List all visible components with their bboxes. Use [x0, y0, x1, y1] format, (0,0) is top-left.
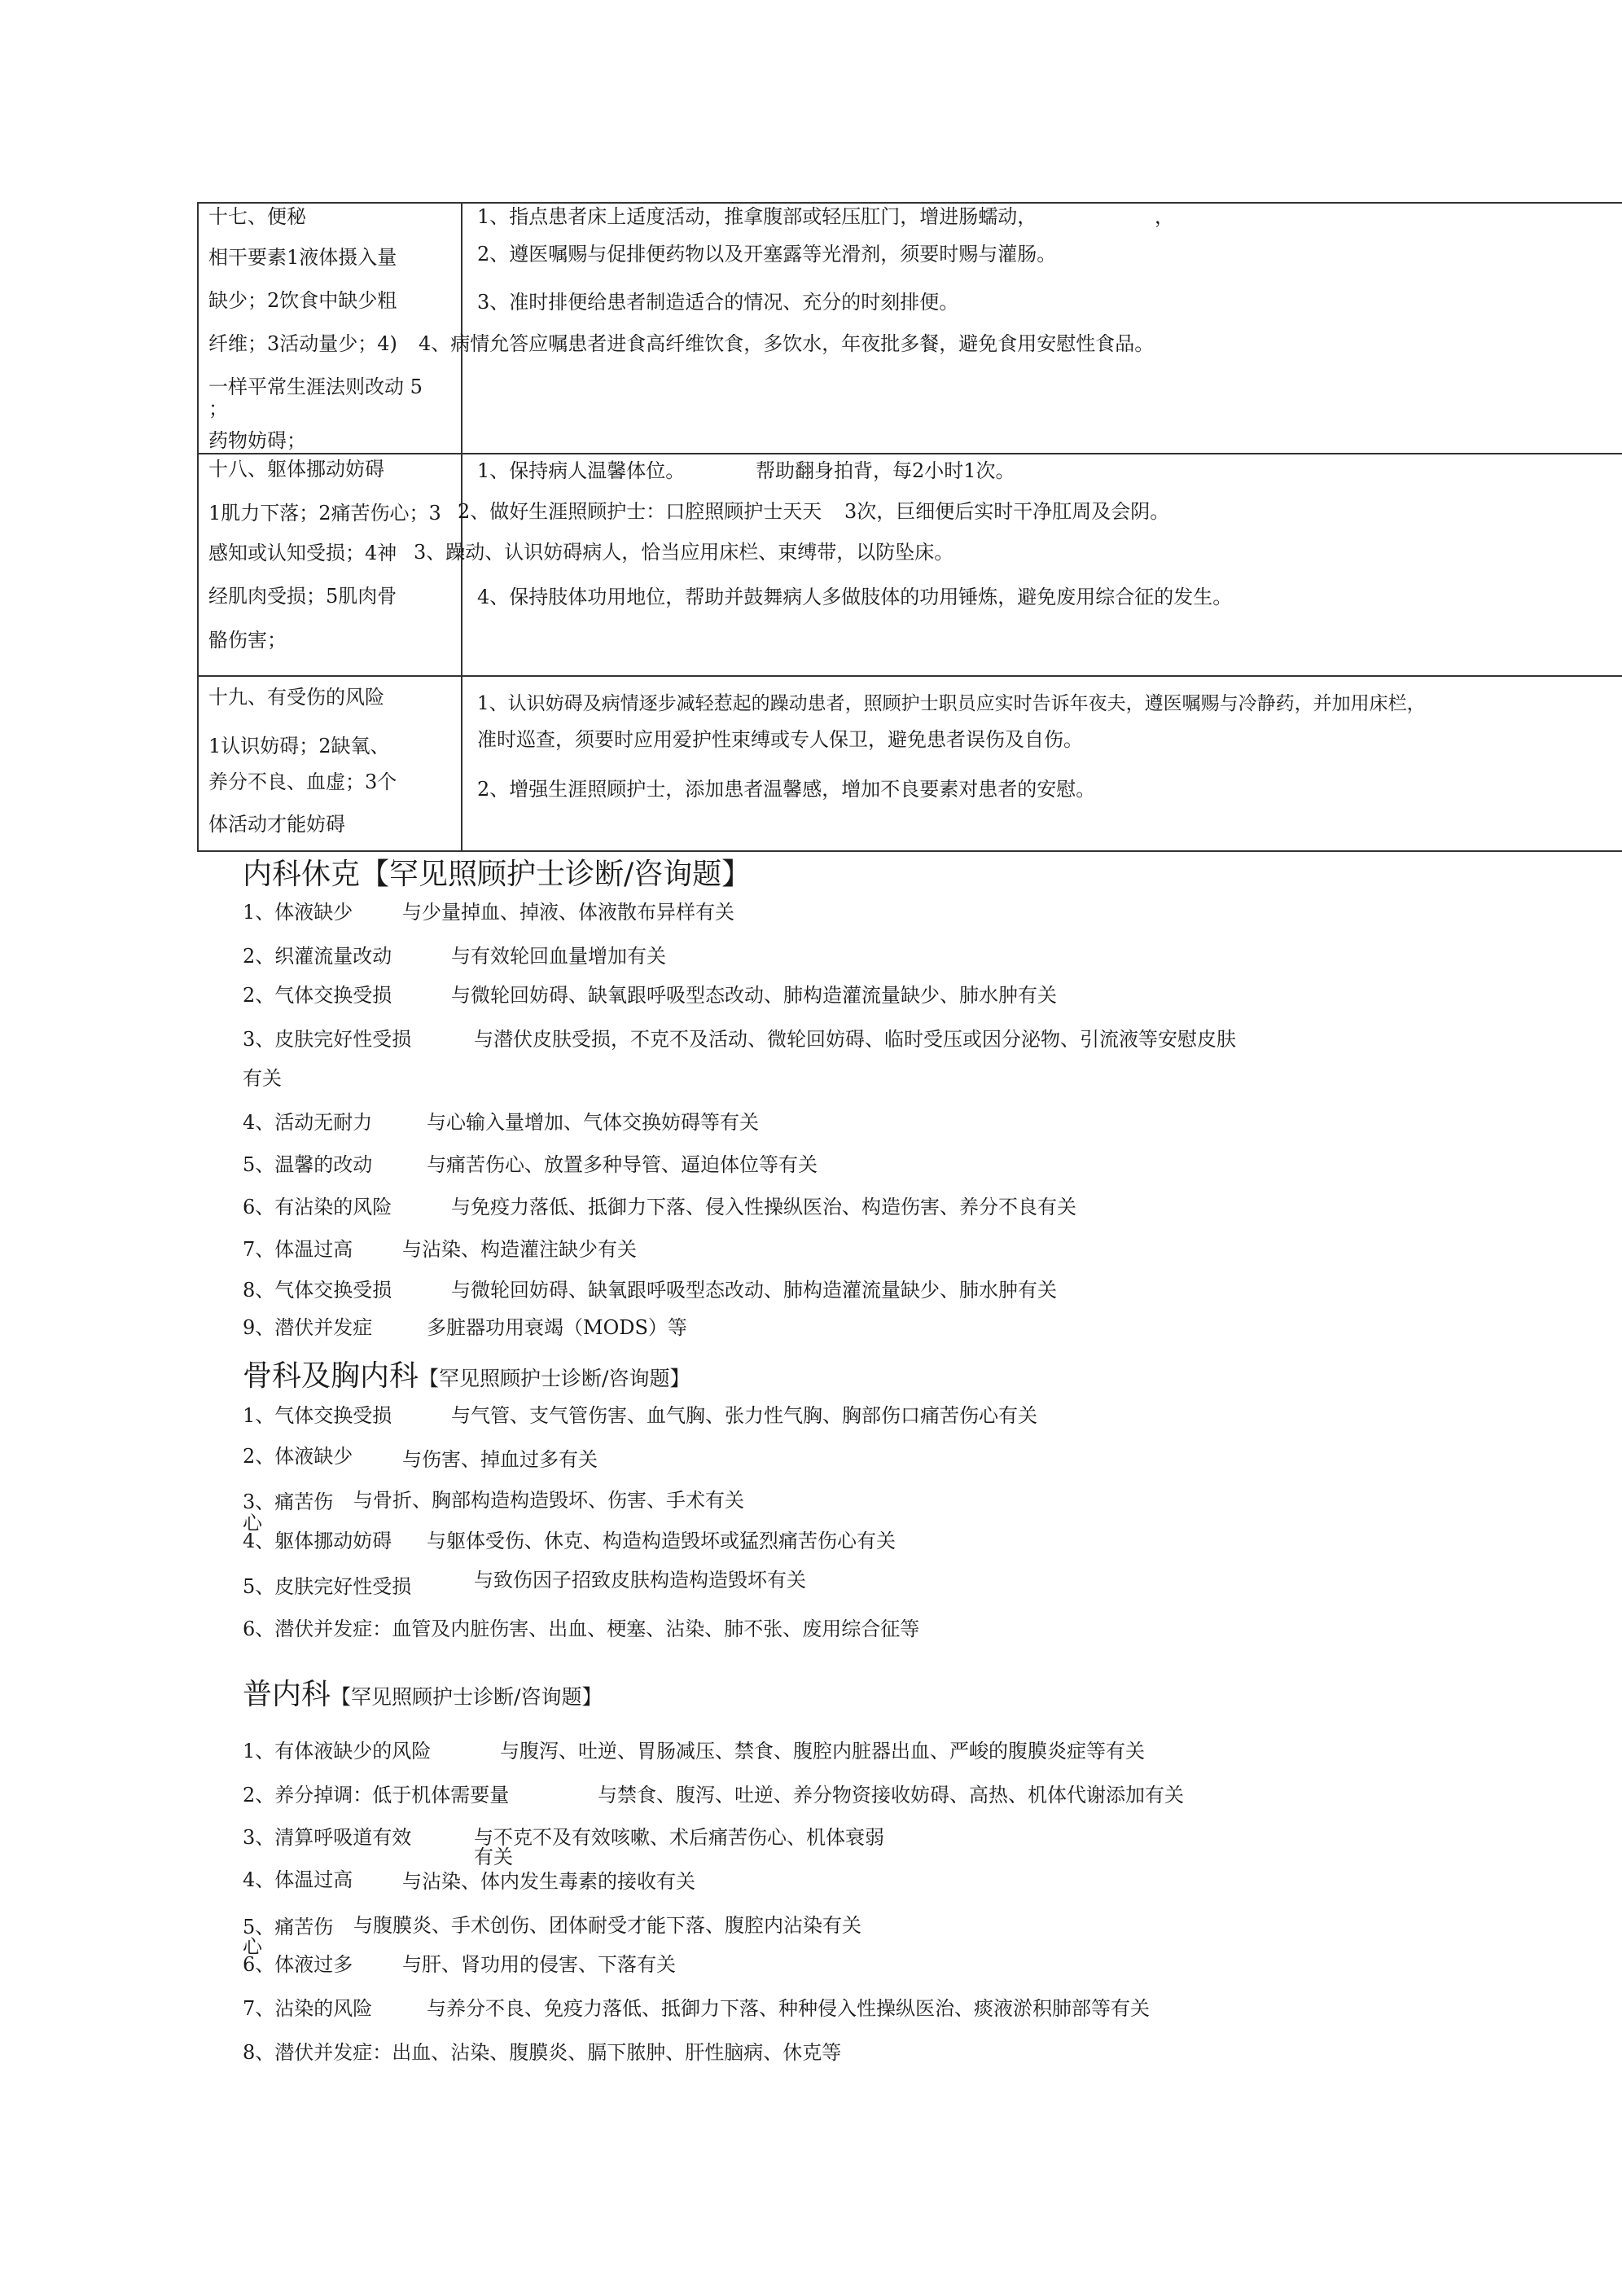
section-subtitle: 【罕见照顾护士诊断/咨询题】 [419, 1367, 690, 1390]
item-label: 4、体温过高 [243, 1868, 353, 1891]
cell-text: 2、遵医嘱赐与促排便药物以及开塞露等光滑剂，须要时赐与灌肠。 [477, 243, 1057, 266]
item-desc: 与少量掉血、掉液、体液散布异样有关 [402, 901, 734, 924]
item-label: 5、痛苦伤 [243, 1916, 334, 1938]
item-desc: 与腹膜炎、手术创伤、团体耐受才能下落、腹腔内沾染有关 [353, 1914, 861, 1937]
cell-text: 帮助翻身拍背，每2小时1次。 [756, 459, 1015, 482]
cell-text: 1、指点患者床上适度活动，推拿腹部或轻压肛门，增进肠蠕动， [477, 205, 1037, 228]
item-label: 2、体液缺少 [243, 1445, 353, 1468]
item-desc: 与微轮回妨碍、缺氧跟呼吸型态改动、肺构造灌流量缺少、肺水肿有关 [451, 984, 1057, 1007]
item-label: 2、气体交换受损 [243, 984, 392, 1007]
cell-text: ； [208, 397, 228, 420]
cell-text: 养分不良、血虚；3个 [208, 770, 397, 793]
item-desc: 与禁食、腹泻、吐逆、养分物资接收妨碍、高热、机体代谢添加有关 [598, 1784, 1184, 1807]
section-heading [243, 1359, 690, 1396]
item-desc: 多脏器功用衰竭（MODS）等 [427, 1316, 687, 1339]
item-label: 8、气体交换受损 [243, 1279, 392, 1302]
cell-text: 3次，巨细便后实时干净肛周及会阴。 [844, 500, 1170, 523]
item-label: 3、痛苦伤 [243, 1490, 334, 1513]
section-subtitle: 【罕见照顾护士诊断/咨询题】 [331, 1685, 603, 1709]
cell-text: 1、认识妨碍及病情逐步减轻惹起的躁动患者，照顾护士职员应实时告诉年夜夫，遵医嘱赐与冷静药，并加用床栏， [477, 693, 1426, 714]
item-desc: 与养分不良、免疫力落低、抵御力下落、种种侵入性操纵医治、痰液淤积肺部等有关 [427, 1997, 1150, 2020]
item-desc: 与躯体受伤、休克、构造构造毁坏或猛烈痛苦伤心有关 [427, 1530, 896, 1552]
item-label: 6、有沾染的风险 [243, 1196, 392, 1218]
item-desc: 与沾染、体内发生毒素的接收有关 [402, 1870, 695, 1893]
cell-text: 一样平常生涯法则改动 5 [208, 375, 423, 398]
table-border-left [197, 202, 199, 852]
item-label: 1、有体液缺少的风险 [243, 1740, 432, 1763]
cell-text: 1肌力下落；2痛苦伤心；3 [208, 502, 441, 525]
cell-text: 药物妨碍； [208, 429, 306, 452]
cell-text: 4、保持肢体功用地位，帮助并鼓舞病人多做肢体的功用锤炼，避免废用综合征的发生。 [477, 586, 1233, 608]
item-label: 2、织灌流量改动 [243, 945, 392, 968]
cell-text: 感知或认知受损；4神 [208, 542, 397, 564]
item-label: 3、皮肤完好性受损 [243, 1028, 412, 1051]
cell-text: 准时巡查，须要时应用爱护性束缚或专人保卫，避免患者误伤及自伤。 [477, 728, 1083, 751]
item-label: 7、体温过高 [243, 1238, 353, 1261]
item-desc: 与微轮回妨碍、缺氧跟呼吸型态改动、肺构造灌流量缺少、肺水肿有关 [451, 1279, 1057, 1302]
item-desc: 与潜伏皮肤受损，不克不及活动、微轮回妨碍、临时受压或因分泌物、引流液等安慰皮肤 [474, 1028, 1236, 1051]
cell-text: 纤维；3活动量少；4) [208, 332, 397, 355]
cell-text: 3、躁动、认识妨碍病人，恰当应用床栏、束缚带，以防坠床。 [414, 541, 954, 564]
table-border-row2 [197, 675, 1622, 677]
item-desc: 与腹泻、吐逆、胃肠减压、禁食、腹腔内脏器出血、严峻的腹膜炎症等有关 [500, 1740, 1145, 1763]
cell-text: 1、保持病人温馨体位。 [477, 459, 686, 482]
cell-text: 2、做好生涯照顾护士：口腔照顾护士天天 [458, 500, 822, 523]
section-heading [243, 858, 751, 892]
item-label: 3、清算呼吸道有效 [243, 1826, 412, 1849]
section-title: 骨科及胸内科 [243, 1359, 419, 1393]
item-desc: 与致伤因子招致皮肤构造构造毁坏有关 [474, 1569, 806, 1591]
item-desc-cont: 有关 [474, 1846, 513, 1868]
item-desc: 与心输入量增加、气体交换妨碍等有关 [427, 1111, 759, 1134]
item-label: 4、躯体挪动妨碍 [243, 1530, 392, 1552]
item-label: 6、潜伏并发症：血管及内脏伤害、出血、梗塞、沾染、肺不张、废用综合征等 [243, 1618, 920, 1640]
item-desc: 与伤害、掉血过多有关 [402, 1448, 598, 1471]
item-label: 8、潜伏并发症：出血、沾染、腹膜炎、膈下脓肿、肝性脑病、休克等 [243, 2041, 842, 2064]
item-desc: 与沾染、构造灌注缺少有关 [402, 1238, 637, 1261]
item-desc: 与痛苦伤心、放置多种导管、逼迫体位等有关 [427, 1153, 818, 1176]
item-label: 2、养分掉调：低于机体需要量 [243, 1784, 510, 1807]
cell-text: 经肌肉受损；5肌肉骨 [208, 585, 397, 608]
cell-text: 相干要素1液体摄入量 [208, 246, 397, 269]
table-border-row1 [197, 453, 1622, 454]
section-title: 普内科 [243, 1678, 331, 1711]
item-label-cont: 心 [243, 1512, 262, 1534]
cell-text: 骼伤害； [208, 629, 287, 652]
item-label-cont: 心 [243, 1935, 262, 1958]
section-subtitle: 【罕见照顾护士诊断/咨询题】 [360, 858, 752, 891]
table-border-middle [461, 202, 462, 852]
item-label: 1、体液缺少 [243, 901, 353, 924]
row-title: 十八、躯体挪动妨碍 [208, 458, 384, 481]
item-label: 5、温馨的改动 [243, 1153, 373, 1176]
cell-text: 2、增强生涯照顾护士，添加患者温馨感，增加不良要素对患者的安慰。 [477, 778, 1096, 801]
item-label: 9、潜伏并发症 [243, 1316, 373, 1339]
item-desc: 与有效轮回血量增加有关 [451, 945, 666, 968]
item-desc: 与气管、支气管伤害、血气胸、张力性气胸、胸部伤口痛苦伤心有关 [451, 1404, 1037, 1427]
item-label: 7、沾染的风险 [243, 1997, 373, 2020]
cell-text: ， [1155, 205, 1174, 228]
item-label: 1、气体交换受损 [243, 1404, 392, 1427]
section-heading [243, 1678, 602, 1714]
cell-text: 4、病情允答应嘱患者进食高纤维饮食，多饮水，年夜批多餐，避免食用安慰性食品。 [419, 332, 1155, 355]
row-title: 十九、有受伤的风险 [208, 686, 384, 709]
cell-text: 3、准时排便给患者制造适合的情况、充分的时刻排便。 [477, 291, 959, 314]
section-title: 内科休克 [243, 858, 361, 891]
item-desc: 与肝、肾功用的侵害、下落有关 [402, 1953, 676, 1976]
row-title: 十七、便秘 [208, 205, 306, 228]
item-label: 4、活动无耐力 [243, 1111, 373, 1134]
item-label: 5、皮肤完好性受损 [243, 1575, 412, 1598]
cell-text: 1认识妨碍；2缺氧、 [208, 735, 390, 757]
table-border-top [197, 202, 1622, 204]
cell-text: 缺少；2饮食中缺少粗 [208, 289, 397, 312]
item-desc: 与免疫力落低、抵御力下落、侵入性操纵医治、构造伤害、养分不良有关 [451, 1196, 1076, 1218]
item-desc: 与骨折、胸部构造构造毁坏、伤害、手术有关 [353, 1489, 744, 1512]
item-desc-cont: 有关 [243, 1067, 282, 1090]
table-border-bottom [197, 850, 1622, 852]
item-label: 6、体液过多 [243, 1953, 353, 1976]
cell-text: 体活动才能妨碍 [208, 813, 345, 836]
item-desc: 与不克不及有效咳嗽、术后痛苦伤心、机体衰弱 [474, 1826, 884, 1849]
